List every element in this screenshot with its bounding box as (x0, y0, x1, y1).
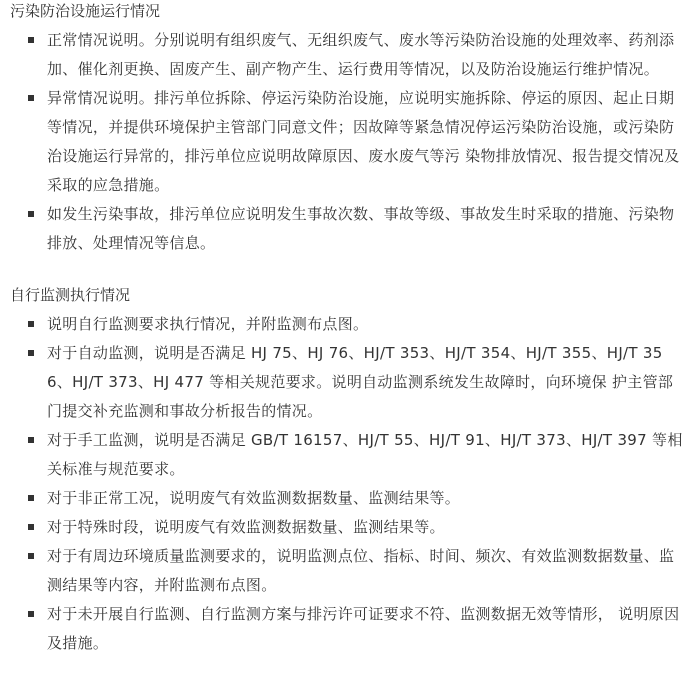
square-bullet-icon (28, 95, 34, 101)
list-item-text: 正常情况说明。分别说明有组织废气、无组织废气、废水等污染防治设施的处理效率、药剂添加、催化剂更换、固废产生、副产物产生、运行费用等情况，以及防治设施运行维护情况。 (47, 31, 675, 78)
list-item (10, 484, 687, 513)
section-title: 自行监测执行情况 (10, 286, 131, 304)
square-bullet-icon (28, 524, 34, 530)
square-bullet-icon (28, 437, 34, 443)
list-item-text: 对于有周边环境质量监测要求的，说明监测点位、指标、时间、频次、有效监测数据数量、监测结果等内容，并附监测布点图。 (47, 547, 675, 594)
list-item-text: 对于非正常工况，说明废气有效监测数据数量、监测结果等。 (47, 489, 461, 507)
section-pollution-control (10, 0, 687, 258)
list-item (10, 84, 687, 200)
list-item-text: 说明自行监测要求执行情况，并附监测布点图。 (47, 315, 369, 333)
square-bullet-icon (28, 350, 34, 356)
bullet-list (10, 310, 687, 658)
square-bullet-icon (28, 321, 34, 327)
list-item (10, 513, 687, 542)
list-item (10, 426, 687, 484)
square-bullet-icon (28, 37, 34, 43)
square-bullet-icon (28, 211, 34, 217)
square-bullet-icon (28, 553, 34, 559)
square-bullet-icon (28, 611, 34, 617)
section-title: 污染防治设施运行情况 (10, 2, 161, 20)
list-item (10, 339, 687, 426)
section-self-monitoring (10, 284, 687, 658)
list-item-text: 如发生污染事故，排污单位应说明发生事故次数、事故等级、事故发生时采取的措施、污染物排放、处理情况等信息。 (47, 205, 675, 252)
list-item (10, 310, 687, 339)
list-item-text: 对于自动监测，说明是否满足 HJ 75、HJ 76、HJ/T 353、HJ/T 354、HJ/T 355、HJ/T 356、HJ/T 373、HJ 477 等相关规范要求。说明自动监测系统发生故障时，向环境保 护主管部门提交补充监测和事故分析报告的情况。 (47, 344, 674, 420)
list-item-text: 异常情况说明。排污单位拆除、停运污染防治设施，应说明实施拆除、停运的原因、起止日期等情况，并提供环境保护主管部门同意文件；因故障等紧急情况停运污染防治设施，或污染防治设施运行异常的，排污单位应说明故障原因、废水废气等污 染物排放情况、报告提交情况及采取的应急措施。 (47, 89, 680, 194)
list-item (10, 600, 687, 658)
square-bullet-icon (28, 495, 34, 501)
list-item-text: 对于特殊时段，说明废气有效监测数据数量、监测结果等。 (47, 518, 445, 536)
list-item-text: 对于手工监测，说明是否满足 GB/T 16157、HJ/T 55、HJ/T 91、HJ/T 373、HJ/T 397 等相关标准与规范要求。 (47, 431, 683, 478)
list-item-text: 对于未开展自行监测、自行监测方案与排污许可证要求不符、监测数据无效等情形， 说明原因及措施。 (47, 605, 680, 652)
list-item (10, 26, 687, 84)
list-item (10, 542, 687, 600)
bullet-list (10, 26, 687, 258)
list-item (10, 200, 687, 258)
